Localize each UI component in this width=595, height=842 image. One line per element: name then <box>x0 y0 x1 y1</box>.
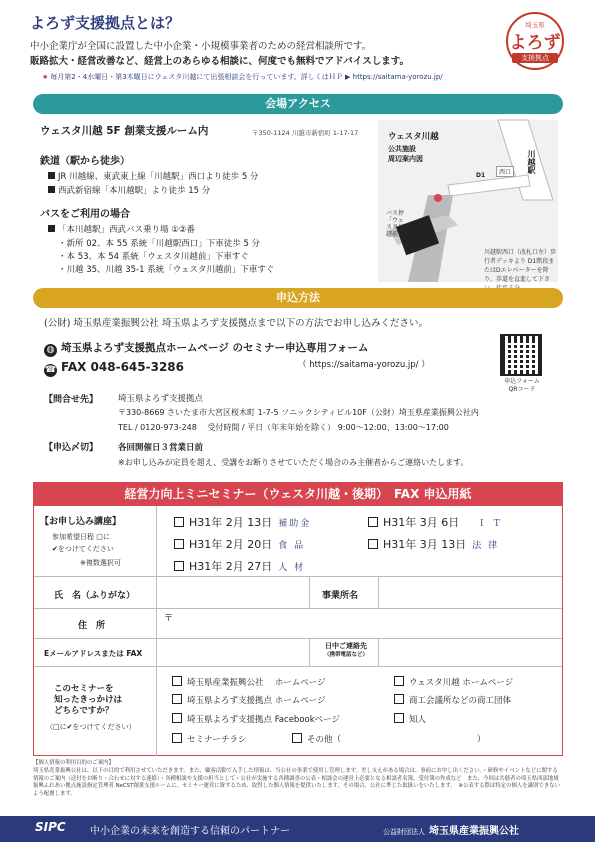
logo-sub: 支援拠点 <box>512 53 558 63</box>
checkbox[interactable] <box>174 539 184 549</box>
rail-line-2 <box>48 184 210 196</box>
intro-line-2: 販路拡大・経営改善など、経営上のあらゆる相談に、何度でも無料でアドバイスします。 <box>30 56 409 67</box>
map-note: 川越駅西口（改札口左）歩行者デッキより D1階段またはDエレベーターを降り、歩道を直進して下さ <box>484 249 557 283</box>
logo-main: よろず <box>509 33 561 53</box>
inquiry-tel: TEL / 0120-973-248 受付時間 / 平日（年末年始を除く） 9:00～12:00、13:00～17:00 <box>118 423 449 432</box>
inquiry-label: 【問合せ先】 <box>44 395 99 405</box>
course-date: H31年 2月 27日 <box>189 560 273 573</box>
trigger-option-facebook[interactable] <box>172 713 340 725</box>
checkbox[interactable] <box>172 713 182 723</box>
course-option-feb13[interactable] <box>174 514 311 530</box>
course-option-feb27[interactable] <box>174 558 305 574</box>
privacy-text: 埼玉県産業振興公社は、以下の目的で利用させていただきます。また、顧客活動で入手した情報は、当公社の事業で使用し管理します。差し支えがある場合は、事前にお申し出ください。・研修やイベントなどに関する情報のご案内（送付をお断り・合わせに対する連絡）・各種相談や支援の担当として・公社が実施する各種調査の公表・相談会の運営上必要となる相談者名簿、受付簿の作成など また、今回は共催者の埼玉県西部地域振興ふれあい拠点施設指定管理者 NeCST創業支援ルームに、セミナー運営に資するため、取得した個人情報を提供いたします。その場合、公社に準じた取扱いをいたします。 ※公表する際は特定の個人を識別できないよう配慮します。 <box>33 768 560 797</box>
trigger-option-other[interactable] <box>292 733 486 745</box>
apply-url[interactable]: （ https://saitama-yorozu.jp/ ） <box>298 360 430 370</box>
sipc-logo: SIPC <box>35 820 66 834</box>
apply-section-bar: 申込方法 <box>33 288 563 308</box>
checkbox[interactable] <box>172 694 182 704</box>
trigger-option-text: 埼玉県産業振興公社 ホームページ <box>187 678 326 688</box>
map-title: ウェスタ川越 <box>388 132 439 142</box>
course-hint-1: 参加希望日程 □に <box>52 533 110 541</box>
trigger-option-text: ウェスタ川越 ホームページ <box>409 678 514 688</box>
trigger-option-text: 埼玉県よろず支援拠点 ホームページ <box>187 696 326 706</box>
day-contact-label <box>316 642 376 660</box>
trigger-option-text: 知人 <box>409 715 427 725</box>
day-contact-field[interactable] <box>379 639 562 665</box>
trigger-option-flyer[interactable] <box>172 733 247 745</box>
map-west-exit: 西口 <box>496 166 514 177</box>
trigger-option-chamber[interactable] <box>394 694 511 706</box>
trigger-label <box>54 684 122 717</box>
name-label: 氏 名（ふりがな） <box>54 591 136 601</box>
trigger-label-1: このセミナーを <box>54 684 114 694</box>
venue-name: ウェスタ川越 5F 創業支援ルーム内 <box>40 125 209 137</box>
bus-line-3: ・川越 35、川越 35-1 系統「ウェスタ川越前」下車すぐ <box>58 265 275 275</box>
trigger-option-text: その他（ ） <box>307 735 486 745</box>
course-topic: 法 律 <box>472 541 500 551</box>
access-map <box>378 120 558 282</box>
rail-line-2-text: 西武新宿線「本川越駅」より徒歩 15 分 <box>58 186 211 196</box>
trigger-option-text: セミナーチラシ <box>187 735 247 745</box>
apply-intro: (公財) 埼玉県産業振興公社 埼玉県よろず支援拠点まで以下の方法でお申し込みください。 <box>44 318 428 329</box>
day-contact-label-1: 日中ご連絡先 <box>325 642 367 650</box>
trigger-option-text: 埼玉県よろず支援拠点 Facebookページ <box>187 715 340 725</box>
privacy-title: 【個人情報の利用目的のご案内】 <box>33 760 114 766</box>
qr-label <box>498 378 546 394</box>
qr-label-2: QRコード <box>508 386 536 393</box>
course-date: H31年 3月 13日 <box>383 538 467 551</box>
course-label: 【お申し込み講座】 <box>40 517 122 527</box>
checkbox[interactable] <box>394 676 404 686</box>
qr-label-1: 申込フォーム <box>504 378 540 385</box>
page-title: よろず支援拠点とは？ <box>30 14 181 32</box>
bus-line-2: ・本 53、本 54 系統「ウェスタ川越前」下車すぐ <box>58 252 249 262</box>
apply-web <box>44 340 368 357</box>
address-field[interactable]: 〒 <box>164 614 174 624</box>
bus-heading: バスをご利用の場合 <box>40 209 130 220</box>
consultation-note <box>42 72 443 82</box>
globe-icon: ◍ <box>44 344 57 357</box>
company-field[interactable] <box>379 577 562 607</box>
footer-org-name: 埼玉県産業振興公社 <box>429 826 519 837</box>
fax-icon: ☎ <box>44 365 57 375</box>
company-label: 事業所名 <box>322 591 359 601</box>
checkbox[interactable] <box>368 517 378 527</box>
rail-line-1 <box>48 170 258 182</box>
checkbox[interactable] <box>174 561 184 571</box>
checkbox[interactable] <box>172 733 182 743</box>
apply-web-text: 埼玉県よろず支援拠点ホームページ のセミナー申込専用フォーム <box>61 342 369 354</box>
footer <box>0 816 595 842</box>
apply-fax <box>44 360 184 377</box>
consultation-note-text: 毎月第2・4水曜日・第3木曜日にウェスタ川越にて出張相談会を行っています。詳しくはＨＰ ▶ https://saitama-yorozu.jp/ <box>50 73 443 81</box>
inquiry-address: 〒330-8669 さいたま市大宮区桜木町 1-7-5 ソニックシティビル10F（公財）埼玉県産業振興公社内 <box>118 408 479 417</box>
access-section-bar: 会場アクセス <box>33 94 563 114</box>
checkbox[interactable] <box>368 539 378 549</box>
logo-top: 埼玉県 <box>525 21 545 29</box>
trigger-hint: （□に✔をつけてください） <box>46 723 136 731</box>
checkbox[interactable] <box>394 713 404 723</box>
footer-org <box>383 822 519 837</box>
bullet-square-icon <box>48 186 55 193</box>
footer-slogan: 中小企業の未来を創造する信頼のパートナー <box>90 826 290 837</box>
trigger-option-text: 商工会議所などの商工団体 <box>409 696 512 706</box>
course-topic: ＩＴ <box>477 519 508 529</box>
name-field[interactable] <box>157 577 308 607</box>
inquiry-name: 埼玉県よろず支援拠点 <box>118 394 204 404</box>
course-option-mar06[interactable] <box>368 514 507 530</box>
intro-line-1: 中小企業庁が全国に設置した中小企業・小規模事業者のための経営相談所です。 <box>30 41 372 52</box>
course-option-mar13[interactable] <box>368 536 499 552</box>
form-title-bar: 経営力向上ミニセミナー（ウェスタ川越・後期） FAX 申込用紙 <box>33 482 563 506</box>
day-contact-label-2: （携帯電話など） <box>323 652 368 658</box>
trigger-option-westa-hp[interactable] <box>394 676 513 688</box>
rail-heading: 鉄道（駅から徒歩） <box>40 156 130 167</box>
yorozu-logo <box>506 12 564 70</box>
deadline-value: 各回開催日３営業日前 <box>118 443 204 453</box>
star-icon: ★ <box>42 73 49 81</box>
bus-line-0-text: 「本川越駅」西武バス乗り場 ①②番 <box>58 225 195 235</box>
trigger-option-sipc-hp[interactable] <box>172 676 326 688</box>
bus-line-1: ・新所 02、本 55 系統「川越駅西口」下車徒歩 5 分 <box>58 239 261 249</box>
bus-line-0 <box>48 223 195 235</box>
course-hint-2: ✔をつけてください <box>52 545 114 553</box>
bullet-square-icon <box>48 172 55 179</box>
course-topic: 補助金 <box>278 519 312 529</box>
deadline-label: 【申込〆切】 <box>44 443 99 453</box>
checkbox[interactable] <box>172 676 182 686</box>
map-subtitle-1: 公共施設 <box>388 145 416 153</box>
footer-org-prefix: 公益財団法人 <box>383 828 425 836</box>
course-option-feb20[interactable] <box>174 536 305 552</box>
checkbox[interactable] <box>174 517 184 527</box>
trigger-option-yorozu-hp[interactable] <box>172 694 326 706</box>
trigger-label-3: どちらですか？ <box>54 706 114 716</box>
fax-number: FAX 048-645-3286 <box>61 360 184 374</box>
checkbox[interactable] <box>292 733 302 743</box>
fax-form <box>33 506 563 756</box>
map-bus-stop: バス停「ウェスタ川越前」 <box>386 210 405 238</box>
course-topic: 人 材 <box>278 563 306 573</box>
deadline-note: ※お申し込みが定員を超え、受講をお断りさせていただく場合のみ主催者からご連絡いたします。 <box>118 458 469 467</box>
address-label: 住 所 <box>78 621 106 631</box>
map-subtitle <box>388 144 423 164</box>
map-station-label: 川越駅 <box>527 150 536 174</box>
qr-code[interactable] <box>500 334 542 376</box>
venue-address: 〒350-1124 川越市新宿町 1-17-17 <box>252 129 359 137</box>
trigger-label-2: 知ったきっかけは <box>54 695 123 705</box>
email-field[interactable] <box>157 639 308 665</box>
course-date: H31年 3月 6日 <box>383 516 460 529</box>
rail-line-1-text: JR 川越線、東武東上線「川越駅」西口より徒歩 5 分 <box>58 172 259 182</box>
course-hint-3: ※複数選択可 <box>80 559 121 567</box>
course-topic: 食 品 <box>278 541 306 551</box>
course-date: H31年 2月 20日 <box>189 538 273 551</box>
checkbox[interactable] <box>394 694 404 704</box>
bullet-square-icon <box>48 225 55 232</box>
trigger-option-acquaintance[interactable] <box>394 713 426 725</box>
email-label: Eメールアドレスまたは FAX <box>44 649 143 658</box>
map-d1-label: D1 <box>476 172 486 179</box>
map-subtitle-2: 周辺案内図 <box>388 155 423 163</box>
course-date: H31年 2月 13日 <box>189 516 273 529</box>
